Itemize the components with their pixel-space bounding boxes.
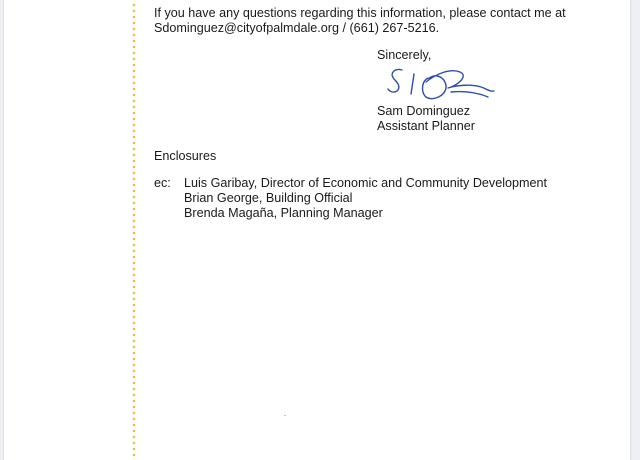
contact-line-2: Sdominguez@cityofpalmdale.org / (661) 267-5216.	[154, 21, 440, 35]
ec-recipient: Brian George, Building Official	[184, 191, 353, 205]
signer-name: Sam Dominguez	[377, 104, 471, 118]
letter-page	[4, 0, 630, 460]
signature-icon	[384, 64, 499, 106]
contact-line-1: If you have any questions regarding this information, please contact me at	[154, 6, 566, 20]
ec-recipient: Luis Garibay, Director of Economic and Community Development	[184, 176, 548, 190]
ec-recipient-list	[184, 176, 547, 221]
scan-speck	[284, 415, 286, 416]
ec-label: ec:	[154, 176, 171, 190]
signer-title: Assistant Planner	[377, 119, 476, 133]
enclosures-label: Enclosures	[154, 149, 217, 163]
ec-recipient: Brenda Magaña, Planning Manager	[184, 206, 383, 220]
closing: Sincerely,	[377, 48, 432, 62]
signer-block	[377, 104, 475, 134]
margin-dotted-line	[132, 0, 136, 460]
